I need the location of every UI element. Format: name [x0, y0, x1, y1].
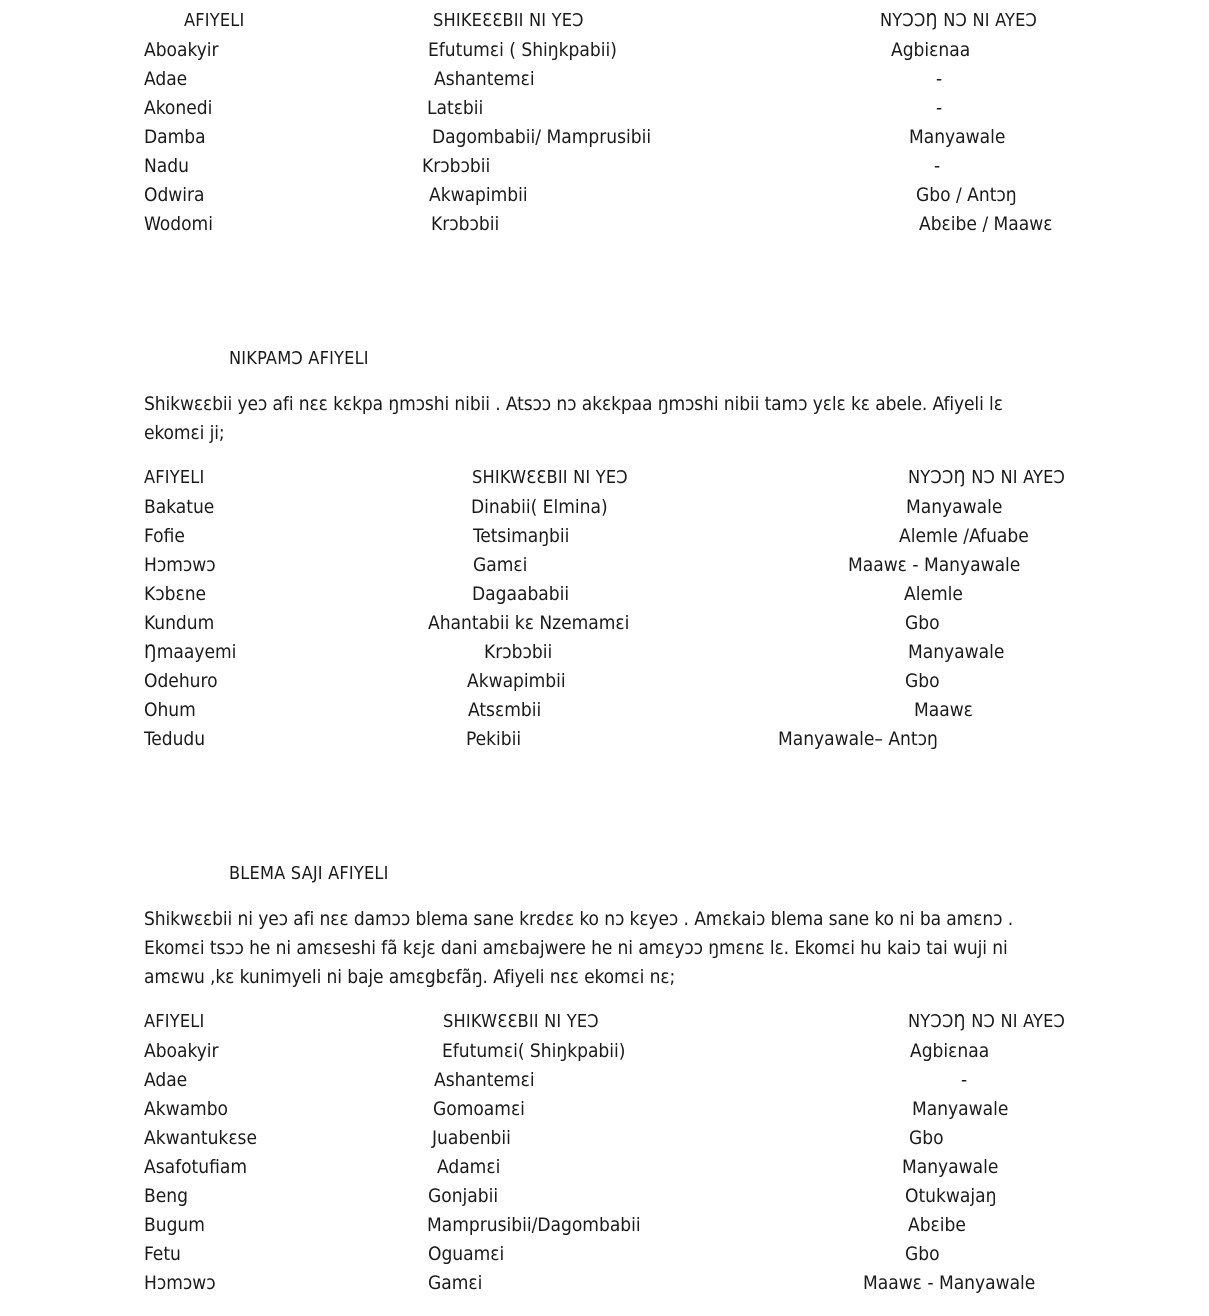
table-cell: Dagaababii — [472, 583, 570, 605]
table-cell: Krɔbɔbii — [431, 213, 500, 235]
col-header-month: NYƆƆŊ NƆ NI AYEƆ — [880, 10, 1038, 31]
col-header-people: SHIKEƐƐBII NI YEƆ — [433, 10, 584, 31]
table-cell: Nadu — [144, 155, 189, 177]
table-cell: Alemle — [904, 583, 963, 605]
table-cell: Ashantemɛi — [434, 68, 535, 90]
paragraph-line: Ekomɛi tsɔɔ he ni amɛseshi fã kɛjɛ dani amɛbajwere he ni amɛyɔɔ ŋmɛnɛ lɛ. Ekomɛi hu kaiɔ tai wuji ni — [144, 937, 1008, 959]
table-cell: Maawɛ - Manyawale — [863, 1272, 1036, 1294]
table-cell: Odwira — [144, 184, 205, 206]
table-cell: - — [961, 1069, 968, 1091]
section-title: NIKPAMƆ AFIYELI — [229, 348, 369, 369]
table-cell: Manyawale — [909, 126, 1006, 148]
table-cell: Aboakyir — [144, 39, 219, 61]
table-cell: Gamɛi — [473, 554, 528, 576]
table-cell: Aboakyir — [144, 1040, 219, 1062]
col-header-people: SHIKWƐƐBII NI YEƆ — [443, 1011, 599, 1032]
table-cell: Bugum — [144, 1214, 205, 1236]
table-cell: Efutumɛi( Shiŋkpabii) — [442, 1040, 626, 1062]
table-cell: Kundum — [144, 612, 215, 634]
table-cell: Gbo — [905, 670, 940, 692]
table-cell: Gonjabii — [428, 1185, 499, 1207]
table-cell: Akwapimbii — [467, 670, 566, 692]
table-cell: Gbo — [905, 1243, 940, 1265]
col-header-festival: AFIYELI — [184, 10, 245, 31]
table-cell: Gamɛi — [428, 1272, 483, 1294]
table-cell: Gbo — [909, 1127, 944, 1149]
table-cell: Ahantabii kɛ Nzemamɛi — [428, 612, 630, 634]
table-cell: Damba — [144, 126, 206, 148]
table-cell: Manyawale — [908, 641, 1005, 663]
paragraph-line: Shikwɛɛbii ni yeɔ afi nɛɛ damɔɔ blema sane krɛdɛɛ ko nɔ kɛyeɔ . Amɛkaiɔ blema sane ko ni ba amɛnɔ . — [144, 908, 1014, 930]
col-header-month: NYƆƆŊ NƆ NI AYEƆ — [908, 467, 1066, 488]
section-title: BLEMA SAJI AFIYELI — [229, 863, 389, 884]
table-cell: Adae — [144, 1069, 188, 1091]
table-cell: Hɔmɔwɔ — [144, 554, 216, 576]
table-cell: Akwantukɛse — [144, 1127, 257, 1149]
table-cell: Pekibii — [466, 728, 522, 750]
table-cell: Alemle /Afuabe — [899, 525, 1029, 547]
table-cell: Fetu — [144, 1243, 181, 1265]
table-cell: Akonedi — [144, 97, 213, 119]
table-cell: Gbo — [905, 612, 940, 634]
table-cell: Adamɛi — [437, 1156, 501, 1178]
table-cell: Manyawale– Antɔŋ — [778, 728, 938, 750]
table-cell: Maawɛ — [914, 699, 973, 721]
table-cell: Juabenbii — [432, 1127, 511, 1149]
col-header-people: SHIKWƐƐBII NI YEƆ — [472, 467, 628, 488]
table-cell: Tedudu — [144, 728, 206, 750]
table-cell: Odehuro — [144, 670, 218, 692]
table-cell: Tetsimaŋbii — [473, 525, 570, 547]
table-cell: Ohum — [144, 699, 196, 721]
table-cell: Manyawale — [906, 496, 1003, 518]
paragraph-line: Shikwɛɛbii yeɔ afi nɛɛ kɛkpa ŋmɔshi nibii . Atsɔɔ nɔ akɛkpaa ŋmɔshi nibii tamɔ yɛlɛ kɛ abele. Afiyeli lɛ — [144, 393, 1003, 415]
table-cell: - — [934, 155, 941, 177]
table-cell: Agbiɛnaa — [910, 1040, 990, 1062]
table-cell: Hɔmɔwɔ — [144, 1272, 216, 1294]
table-cell: Fofie — [144, 525, 185, 547]
table-cell: Akwambo — [144, 1098, 229, 1120]
table-cell: Dagombabii/ Mamprusibii — [432, 126, 652, 148]
table-cell: Asafotufiam — [144, 1156, 247, 1178]
paragraph-line: ekomɛi ji; — [144, 422, 225, 444]
table-cell: Efutumɛi ( Shiŋkpabii) — [428, 39, 617, 61]
table-cell: Maawɛ - Manyawale — [848, 554, 1021, 576]
table-cell: Krɔbɔbii — [422, 155, 491, 177]
table-cell: Abɛibe / Maawɛ — [919, 213, 1053, 235]
table-cell: Ashantemɛi — [434, 1069, 535, 1091]
col-header-festival: AFIYELI — [144, 1011, 205, 1032]
table-cell: Adae — [144, 68, 188, 90]
paragraph-line: amɛwu ,kɛ kunimyeli ni baje amɛgbɛfãŋ. Afiyeli nɛɛ ekomɛi nɛ; — [144, 966, 676, 988]
table-cell: Agbiɛnaa — [891, 39, 971, 61]
table-cell: Gomoamɛi — [433, 1098, 525, 1120]
table-cell: Gbo / Antɔŋ — [916, 184, 1017, 206]
table-cell: Wodomi — [144, 213, 213, 235]
col-header-month: NYƆƆŊ NƆ NI AYEƆ — [908, 1011, 1066, 1032]
table-cell: Otukwajaŋ — [905, 1185, 997, 1207]
table-cell: Abɛibe — [908, 1214, 966, 1236]
table-cell: Beng — [144, 1185, 188, 1207]
table-cell: Oguamɛi — [428, 1243, 505, 1265]
table-cell: Manyawale — [902, 1156, 999, 1178]
table-cell: Atsɛmbii — [468, 699, 542, 721]
table-cell: Ŋmaayemi — [144, 641, 237, 663]
table-cell: - — [936, 97, 943, 119]
table-cell: Latɛbii — [427, 97, 484, 119]
table-cell: Mamprusibii/Dagombabii — [427, 1214, 641, 1236]
table-cell: Dinabii( Elmina) — [471, 496, 608, 518]
table-cell: Kɔbɛne — [144, 583, 207, 605]
table-cell: Bakatue — [144, 496, 215, 518]
table-cell: Akwapimbii — [429, 184, 528, 206]
col-header-festival: AFIYELI — [144, 467, 205, 488]
table-cell: Krɔbɔbii — [484, 641, 553, 663]
table-cell: Manyawale — [912, 1098, 1009, 1120]
table-cell: - — [936, 68, 943, 90]
